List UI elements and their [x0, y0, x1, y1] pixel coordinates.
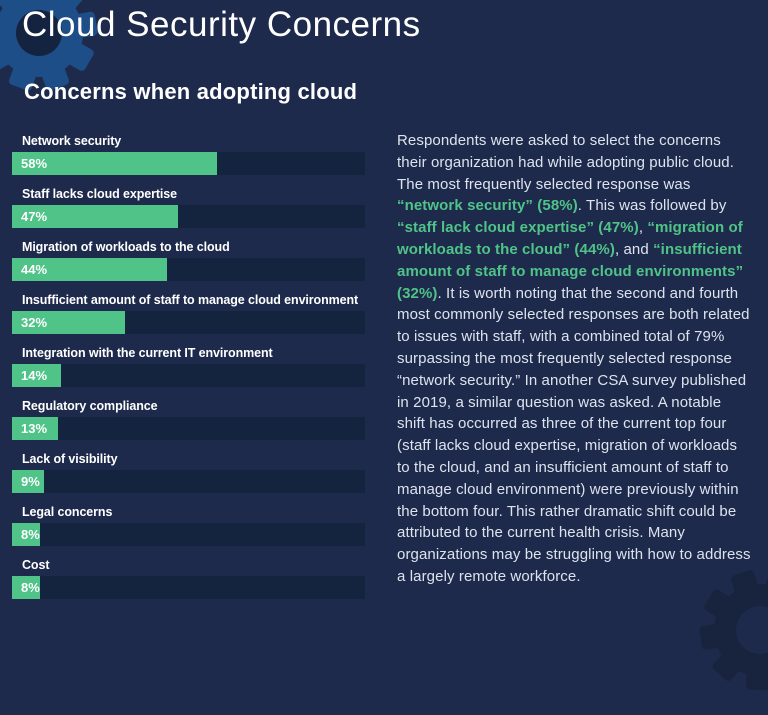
bar-value: 58% — [21, 156, 48, 171]
bar-fill — [12, 417, 58, 440]
bar-label: Insufficient amount of staff to manage cloud environment — [22, 293, 359, 307]
description-text — [397, 130, 753, 588]
bar-fill — [12, 364, 61, 387]
page-title: Cloud Security Concerns — [22, 5, 421, 44]
bar-label: Cost — [22, 558, 50, 572]
highlighted-phrase: “insufficient amount of staff to manage cloud environments” (32%) — [397, 240, 744, 302]
bar-value: 32% — [21, 315, 48, 330]
body-text-segment: . It is worth noting that the second and fourth most commonly selected responses are both related to issues with staff, with a combined total of 79% surpassing the most frequently selected response “network security.” In another CSA survey published in 2019, a similar question was asked. A notable shift has occurred as three of the current top four (staff lacks cloud expertise, migration of workloads to the cloud, and an insufficient amount of staff to manage cloud environment) were previously within the bottom four. This rather dramatic shift could be attributed to the current health crisis. Many organizations may be struggling with how to address a largely remote workforce. — [397, 284, 751, 585]
bar-track — [12, 205, 365, 228]
bar-track — [12, 364, 365, 387]
bar-fill — [12, 258, 167, 281]
bar-value: 14% — [21, 368, 48, 383]
bar-row — [12, 557, 365, 599]
bar-label: Lack of visibility — [22, 452, 118, 466]
bar-row — [12, 239, 365, 281]
bar-row — [12, 504, 365, 546]
bar-fill — [12, 576, 40, 599]
bar-track — [12, 258, 365, 281]
bar-row — [12, 186, 365, 228]
bar-track — [12, 576, 365, 599]
bar-value: 47% — [21, 209, 48, 224]
bar-value: 44% — [21, 262, 48, 277]
bar-fill — [12, 470, 44, 493]
bar-fill — [12, 152, 217, 175]
bar-label: Regulatory compliance — [22, 399, 158, 413]
bar-value: 8% — [21, 580, 40, 595]
bar-value: 9% — [21, 474, 40, 489]
bar-track — [12, 470, 365, 493]
bar-track — [12, 152, 365, 175]
body-text-segment: Respondents were asked to select the concerns their organization had while adopting public cloud. The most frequently selected response was — [397, 132, 734, 193]
body-text-segment: , and — [614, 240, 654, 258]
bar-row — [12, 398, 365, 440]
bar-label: Integration with the current IT environment — [22, 346, 273, 360]
body-text-segment: . This was followed by — [577, 197, 727, 215]
bar-label: Network security — [22, 134, 122, 148]
bar-track — [12, 417, 365, 440]
bar-chart — [12, 133, 365, 610]
highlighted-phrase: “staff lack cloud expertise” (47%) — [397, 219, 639, 237]
bar-row — [12, 345, 365, 387]
bar-label: Staff lacks cloud expertise — [22, 187, 178, 201]
section-title: Concerns when adopting cloud — [24, 79, 358, 104]
bar-row — [12, 292, 365, 334]
bar-fill — [12, 311, 125, 334]
bar-track — [12, 311, 365, 334]
body-text-segment: , — [638, 219, 648, 237]
bar-track — [12, 523, 365, 546]
bar-row — [12, 451, 365, 493]
highlighted-phrase: “migration of workloads to the cloud” (44%) — [397, 219, 743, 258]
bar-label: Migration of workloads to the cloud — [22, 240, 230, 254]
bar-fill — [12, 205, 178, 228]
bar-value: 13% — [21, 421, 48, 436]
bar-fill — [12, 523, 40, 546]
highlighted-phrase: “network security” (58%) — [397, 197, 578, 215]
bar-row — [12, 133, 365, 175]
bar-value: 8% — [21, 527, 40, 542]
bar-label: Legal concerns — [22, 505, 113, 519]
